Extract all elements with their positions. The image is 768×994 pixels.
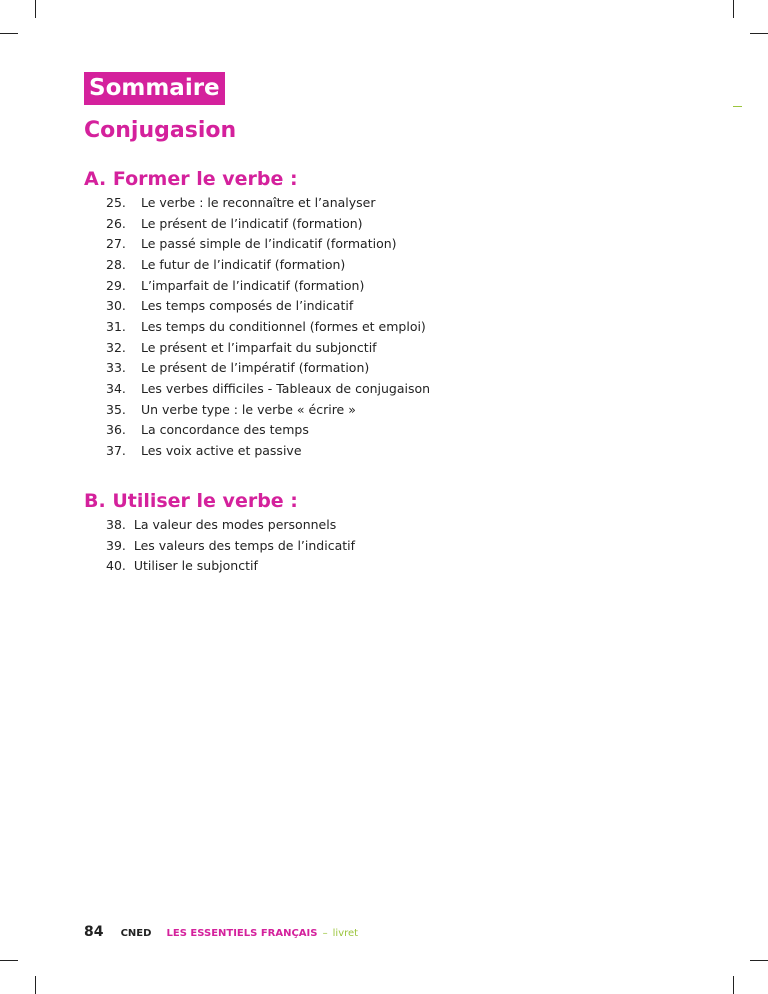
toc-item [106,556,355,577]
toc-item-text: Un verbe type : le verbe « écrire » [140,401,356,417]
crop-mark [35,0,36,18]
toc-item-text: Le futur de l’indicatif (formation) [140,256,346,272]
toc-item [106,441,430,462]
toc-item-text: Utiliser le subjonctif [133,558,258,574]
section-b-title: B. Utiliser le verbe : [84,490,298,512]
toc-item-text: Les voix active et passive [140,442,302,458]
sommaire-badge: Sommaire [84,72,225,105]
footer-subtitle: livret [332,928,359,939]
crop-mark [733,0,734,18]
toc-item [106,515,355,536]
toc-item-number: 39. [106,537,126,553]
toc-item-number: 27. [106,236,126,252]
toc-item [106,193,430,214]
crop-mark [733,976,734,994]
toc-item-text: Le présent de l’indicatif (formation) [140,215,363,231]
footer-brand: CNED [120,928,152,939]
footer-separator: – [322,928,328,939]
toc-item-number: 38. [106,517,126,532]
toc-item-number: 25. [106,195,126,210]
toc-item [106,400,430,421]
crop-mark [750,33,768,34]
toc-item-text: La concordance des temps [140,422,309,438]
crop-mark [0,960,18,961]
toc-item-text: Les verbes difficiles - Tableaux de conjugaison [140,380,431,396]
toc-item [106,255,430,276]
toc-item [106,317,430,338]
crop-mark [750,960,768,961]
toc-item-text: Les valeurs des temps de l’indicatif [133,537,356,553]
toc-item-number: 40. [106,558,126,574]
section-b-list [106,515,355,577]
page-number: 84 [84,924,104,940]
toc-item-number: 29. [106,277,126,293]
toc-item [106,420,430,441]
toc-item-text: Le présent de l’impératif (formation) [140,360,370,376]
crop-mark [35,976,36,994]
toc-item-number: 32. [106,339,126,355]
toc-item-number: 26. [106,215,126,231]
toc-item-text: Le verbe : le reconnaître et l’analyser [140,195,376,210]
toc-item-number: 35. [106,401,126,417]
toc-item-number: 37. [106,442,126,458]
toc-item [106,338,430,359]
toc-item-text: Le présent et l’imparfait du subjonctif [140,339,377,355]
toc-item [106,536,355,557]
toc-item-text: Les temps composés de l’indicatif [140,298,354,314]
toc-item-text: Les temps du conditionnel (formes et emploi) [140,318,426,334]
toc-item [106,276,430,297]
toc-item [106,358,430,379]
toc-item-text: Le passé simple de l’indicatif (formation) [140,236,397,252]
page-title: Conjugasion [84,118,237,143]
toc-item-number: 28. [106,256,126,272]
toc-item-number: 31. [106,318,126,334]
footer [84,921,358,940]
toc-item [106,234,430,255]
crop-mark [0,33,18,34]
toc-item-number: 36. [106,422,126,438]
toc-item [106,296,430,317]
section-a-list [106,193,430,462]
toc-item-number: 34. [106,380,126,396]
section-a-title: A. Former le verbe : [84,168,298,190]
toc-item-text: La valeur des modes personnels [133,517,337,532]
toc-item-text: L’imparfait de l’indicatif (formation) [140,277,365,293]
footer-series: LES ESSENTIELS FRANÇAIS [166,928,318,939]
toc-item-number: 30. [106,298,126,314]
margin-mark [733,106,742,107]
toc-item [106,214,430,235]
toc-item [106,379,430,400]
toc-item-number: 33. [106,360,126,376]
